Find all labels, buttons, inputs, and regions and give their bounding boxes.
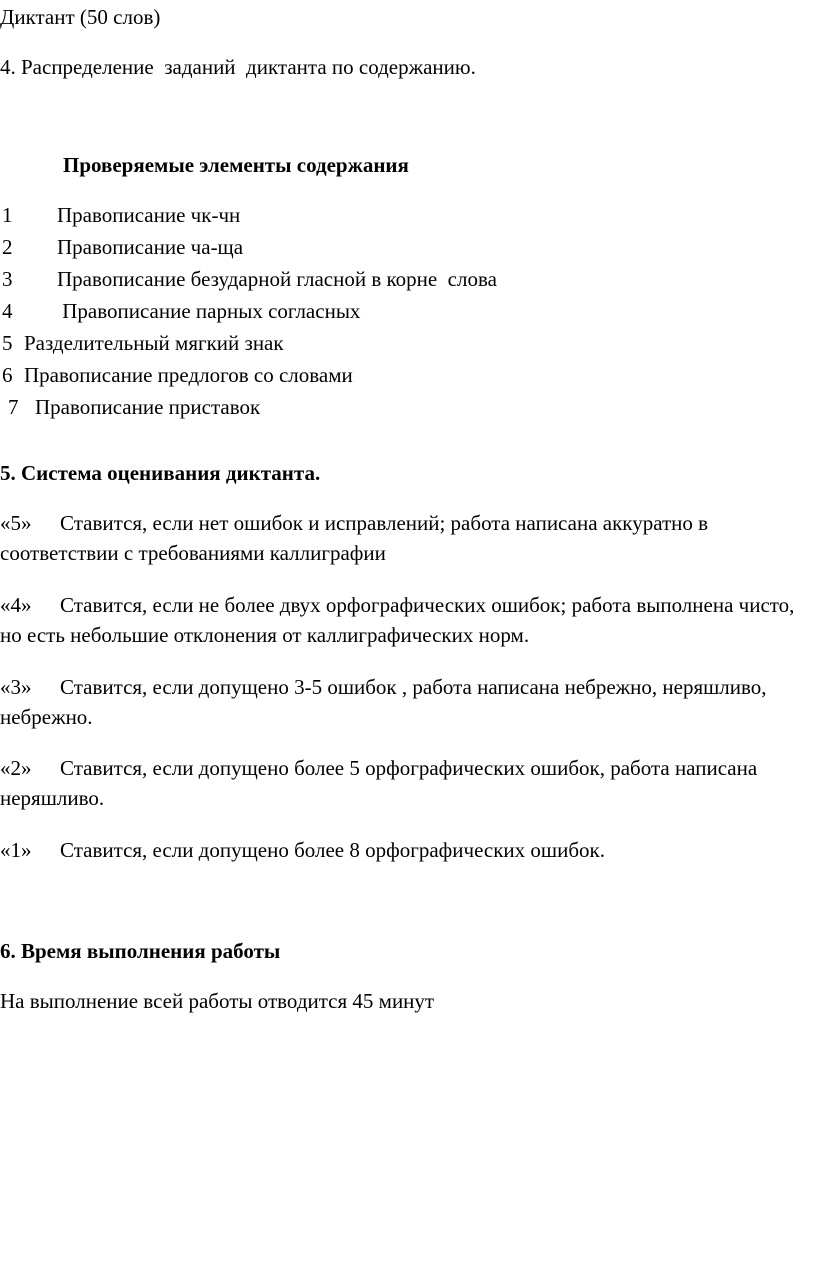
item-number: 4 (2, 299, 13, 323)
item-text: Правописание чк-чн (57, 203, 241, 227)
grade-item (0, 508, 812, 568)
time-allotted-text: На выполнение всей работы отводится 45 минут (0, 989, 435, 1013)
item-text: Правописание безударной гласной в корне слова (57, 267, 497, 291)
grade-description: Ставится, если допущено 3-5 ошибок , работа написана небрежно, неряшливо, небрежно. (0, 675, 767, 729)
grade-item (0, 835, 812, 865)
dictation-title: Диктант (50 слов) (0, 5, 161, 29)
grade-mark: «4» (0, 593, 32, 617)
item-number: 7 (8, 395, 19, 419)
grade-item (0, 753, 812, 813)
item-number: 1 (2, 203, 13, 227)
grade-item (0, 672, 812, 732)
grade-description: Ставится, если допущено более 8 орфографических ошибок. (60, 838, 605, 862)
item-number: 2 (2, 235, 13, 259)
item-number: 3 (2, 267, 13, 291)
item-number: 5 (2, 331, 13, 355)
item-text: Правописание приставок (35, 395, 261, 419)
elements-heading: Проверяемые элементы содержания (63, 153, 409, 177)
grade-mark: «5» (0, 511, 32, 535)
item-text: Правописание парных согласных (57, 299, 361, 323)
grade-mark: «1» (0, 838, 32, 862)
section-5-heading: 5. Система оценивания диктанта. (0, 461, 321, 485)
item-text: Правописание предлогов со словами (24, 363, 353, 387)
item-number: 6 (2, 363, 13, 387)
grade-description: Ставится, если допущено более 5 орфографических ошибок, работа написана неряшливо. (0, 756, 758, 810)
grade-description: Ставится, если не более двух орфографических ошибок; работа выполнена чисто, но есть небольшие отклонения от каллиграфических норм. (0, 593, 795, 647)
section-6-heading: 6. Время выполнения работы (0, 939, 281, 963)
grade-mark: «3» (0, 675, 32, 699)
item-text: Разделительный мягкий знак (24, 331, 284, 355)
item-text: Правописание ча-ща (57, 235, 244, 259)
grade-mark: «2» (0, 756, 32, 780)
grade-description: Ставится, если нет ошибок и исправлений; работа написана аккуратно в соответствии с требованиями каллиграфии (0, 511, 709, 565)
grade-item (0, 590, 812, 650)
section-4-heading: 4. Распределение заданий диктанта по содержанию. (0, 55, 476, 79)
